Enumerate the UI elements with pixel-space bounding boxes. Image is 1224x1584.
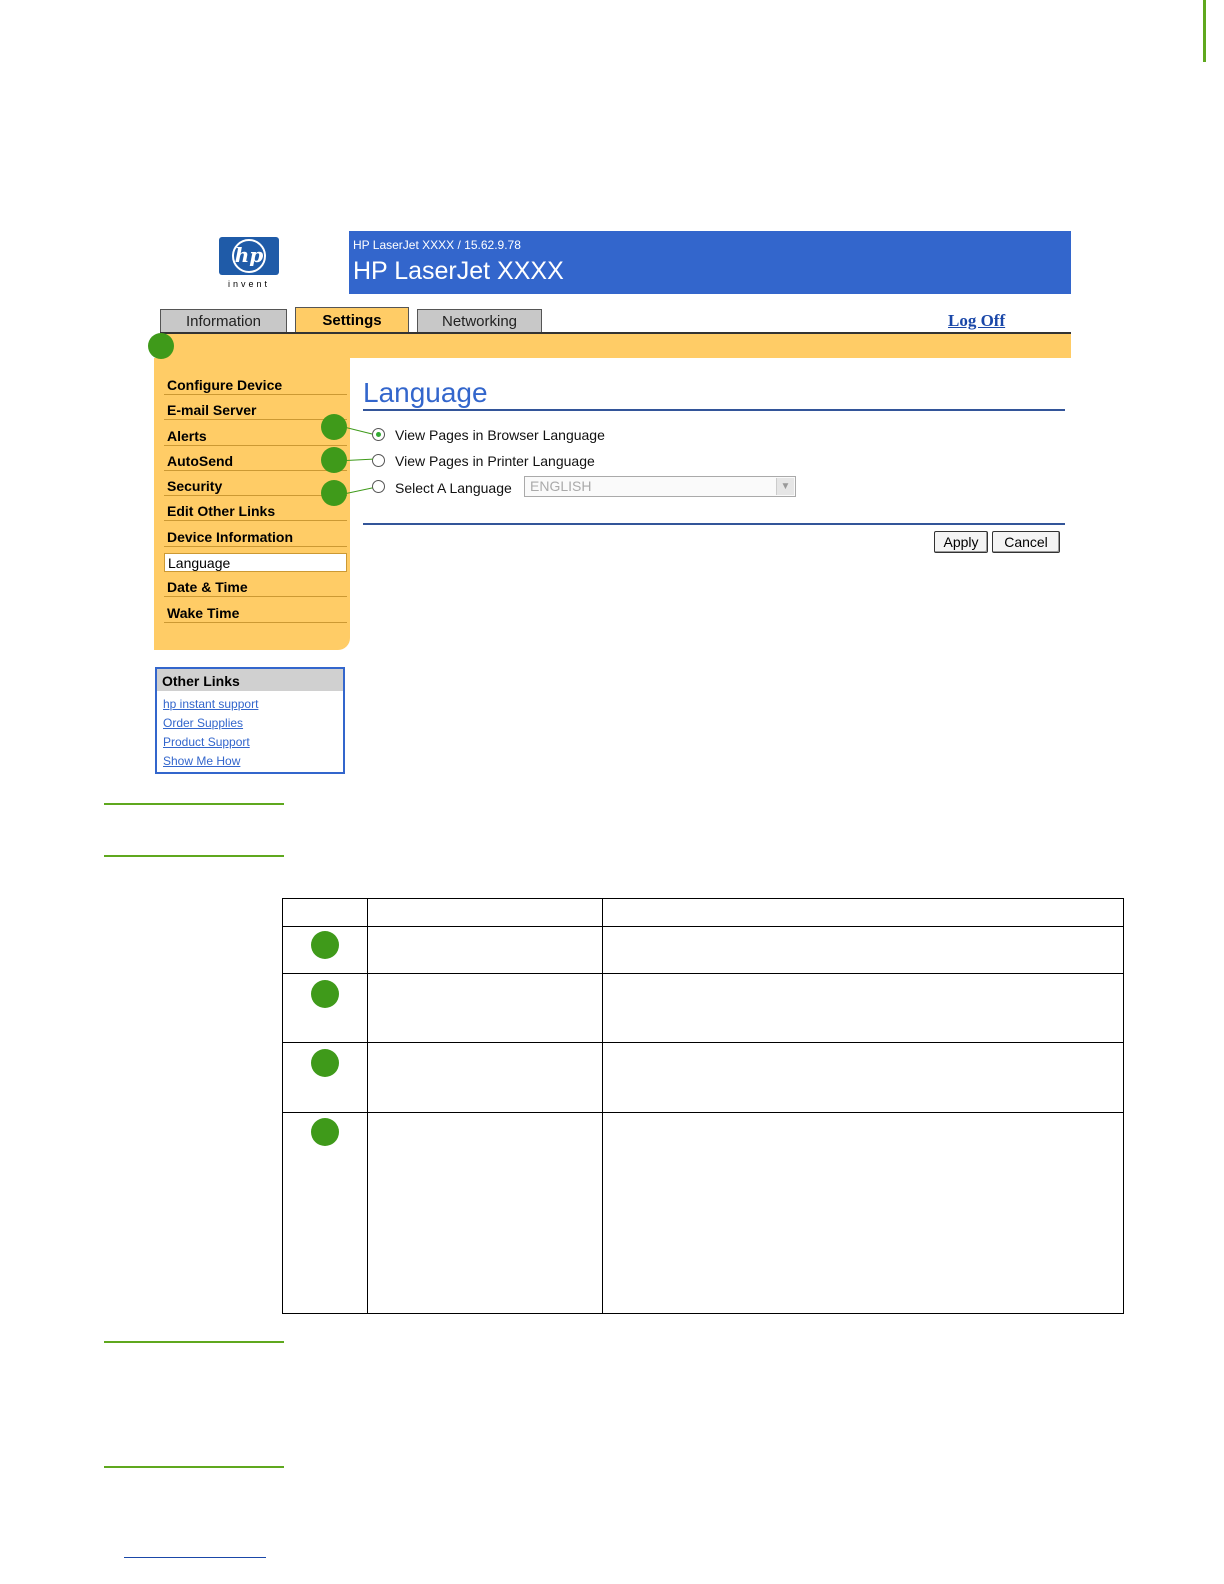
table-callout-3 bbox=[311, 1049, 339, 1077]
hp-logo-tagline: invent bbox=[227, 279, 271, 289]
page-title: Language bbox=[363, 377, 488, 408]
callout-4 bbox=[321, 480, 347, 506]
sidebar-item-edit-other-links[interactable]: Edit Other Links bbox=[164, 502, 347, 521]
sidebar-item-language[interactable]: Language bbox=[164, 553, 347, 572]
radio-select-language[interactable] bbox=[372, 480, 385, 493]
section-rule-4 bbox=[104, 1466, 284, 1468]
sidebar-item-security[interactable]: Security bbox=[164, 477, 347, 496]
tab-information[interactable]: Information bbox=[160, 309, 287, 332]
hp-logo-mark: hp bbox=[232, 239, 266, 273]
device-address: HP LaserJet XXXX / 15.62.9.78 bbox=[353, 238, 521, 252]
table-callout-4 bbox=[311, 1118, 339, 1146]
tab-networking[interactable]: Networking bbox=[417, 309, 542, 332]
form-divider bbox=[363, 523, 1065, 525]
link-show-me-how[interactable]: Show Me How bbox=[163, 754, 241, 768]
option-browser-language-label: View Pages in Browser Language bbox=[395, 427, 605, 443]
log-off-link[interactable]: Log Off bbox=[948, 311, 1006, 330]
section-rule-1 bbox=[104, 803, 284, 805]
callout-3-leader bbox=[346, 459, 373, 461]
radio-printer-language[interactable] bbox=[372, 454, 385, 467]
page-edge-rule bbox=[1203, 0, 1206, 62]
table-row-divider bbox=[283, 1042, 1123, 1043]
link-product-support[interactable]: Product Support bbox=[163, 735, 250, 749]
link-order-supplies[interactable]: Order Supplies bbox=[163, 716, 244, 730]
sidebar-item-configure-device[interactable]: Configure Device bbox=[164, 376, 347, 395]
table-callout-2 bbox=[311, 980, 339, 1008]
other-links-heading: Other Links bbox=[157, 669, 343, 691]
table-column-divider bbox=[602, 899, 603, 1313]
language-select-value: ENGLISH bbox=[530, 478, 592, 494]
sidebar-item-autosend[interactable]: AutoSend bbox=[164, 452, 347, 471]
option-select-language-label: Select A Language bbox=[395, 480, 512, 496]
callout-table bbox=[282, 898, 1124, 1314]
sidebar-item-device-information[interactable]: Device Information bbox=[164, 528, 347, 547]
sidebar-item-date-time[interactable]: Date & Time bbox=[164, 578, 347, 597]
language-select[interactable] bbox=[524, 476, 796, 497]
table-callout-1 bbox=[311, 931, 339, 959]
table-column-divider bbox=[367, 899, 368, 1313]
title-divider bbox=[363, 409, 1065, 411]
sidebar-item-alerts[interactable]: Alerts bbox=[164, 427, 347, 446]
content-corner bbox=[350, 358, 380, 378]
cancel-button[interactable]: Cancel bbox=[992, 531, 1060, 553]
section-rule-3 bbox=[104, 1341, 284, 1343]
sidebar-item-wake-time[interactable]: Wake Time bbox=[164, 604, 347, 623]
radio-selected-dot bbox=[376, 432, 381, 437]
section-rule-2 bbox=[104, 855, 284, 857]
device-title: HP LaserJet XXXX bbox=[353, 257, 564, 285]
callout-3 bbox=[321, 447, 347, 473]
apply-button[interactable]: Apply bbox=[934, 531, 988, 553]
header-banner bbox=[349, 231, 1071, 294]
chevron-down-icon[interactable]: ▼ bbox=[776, 478, 794, 495]
option-printer-language-label: View Pages in Printer Language bbox=[395, 453, 595, 469]
table-row-divider bbox=[283, 973, 1123, 974]
tab-settings[interactable]: Settings bbox=[295, 307, 409, 337]
callout-2 bbox=[321, 414, 347, 440]
table-row-divider bbox=[283, 926, 1123, 927]
other-links-panel bbox=[155, 667, 345, 774]
link-hp-instant-support[interactable]: hp instant support bbox=[163, 697, 259, 711]
table-row-divider bbox=[283, 1112, 1123, 1113]
sidebar-item-email-server[interactable]: E-mail Server bbox=[164, 401, 347, 420]
settings-strip bbox=[160, 334, 1071, 358]
footer-rule bbox=[124, 1557, 266, 1558]
callout-1 bbox=[148, 333, 174, 359]
radio-browser-language[interactable] bbox=[372, 428, 385, 441]
